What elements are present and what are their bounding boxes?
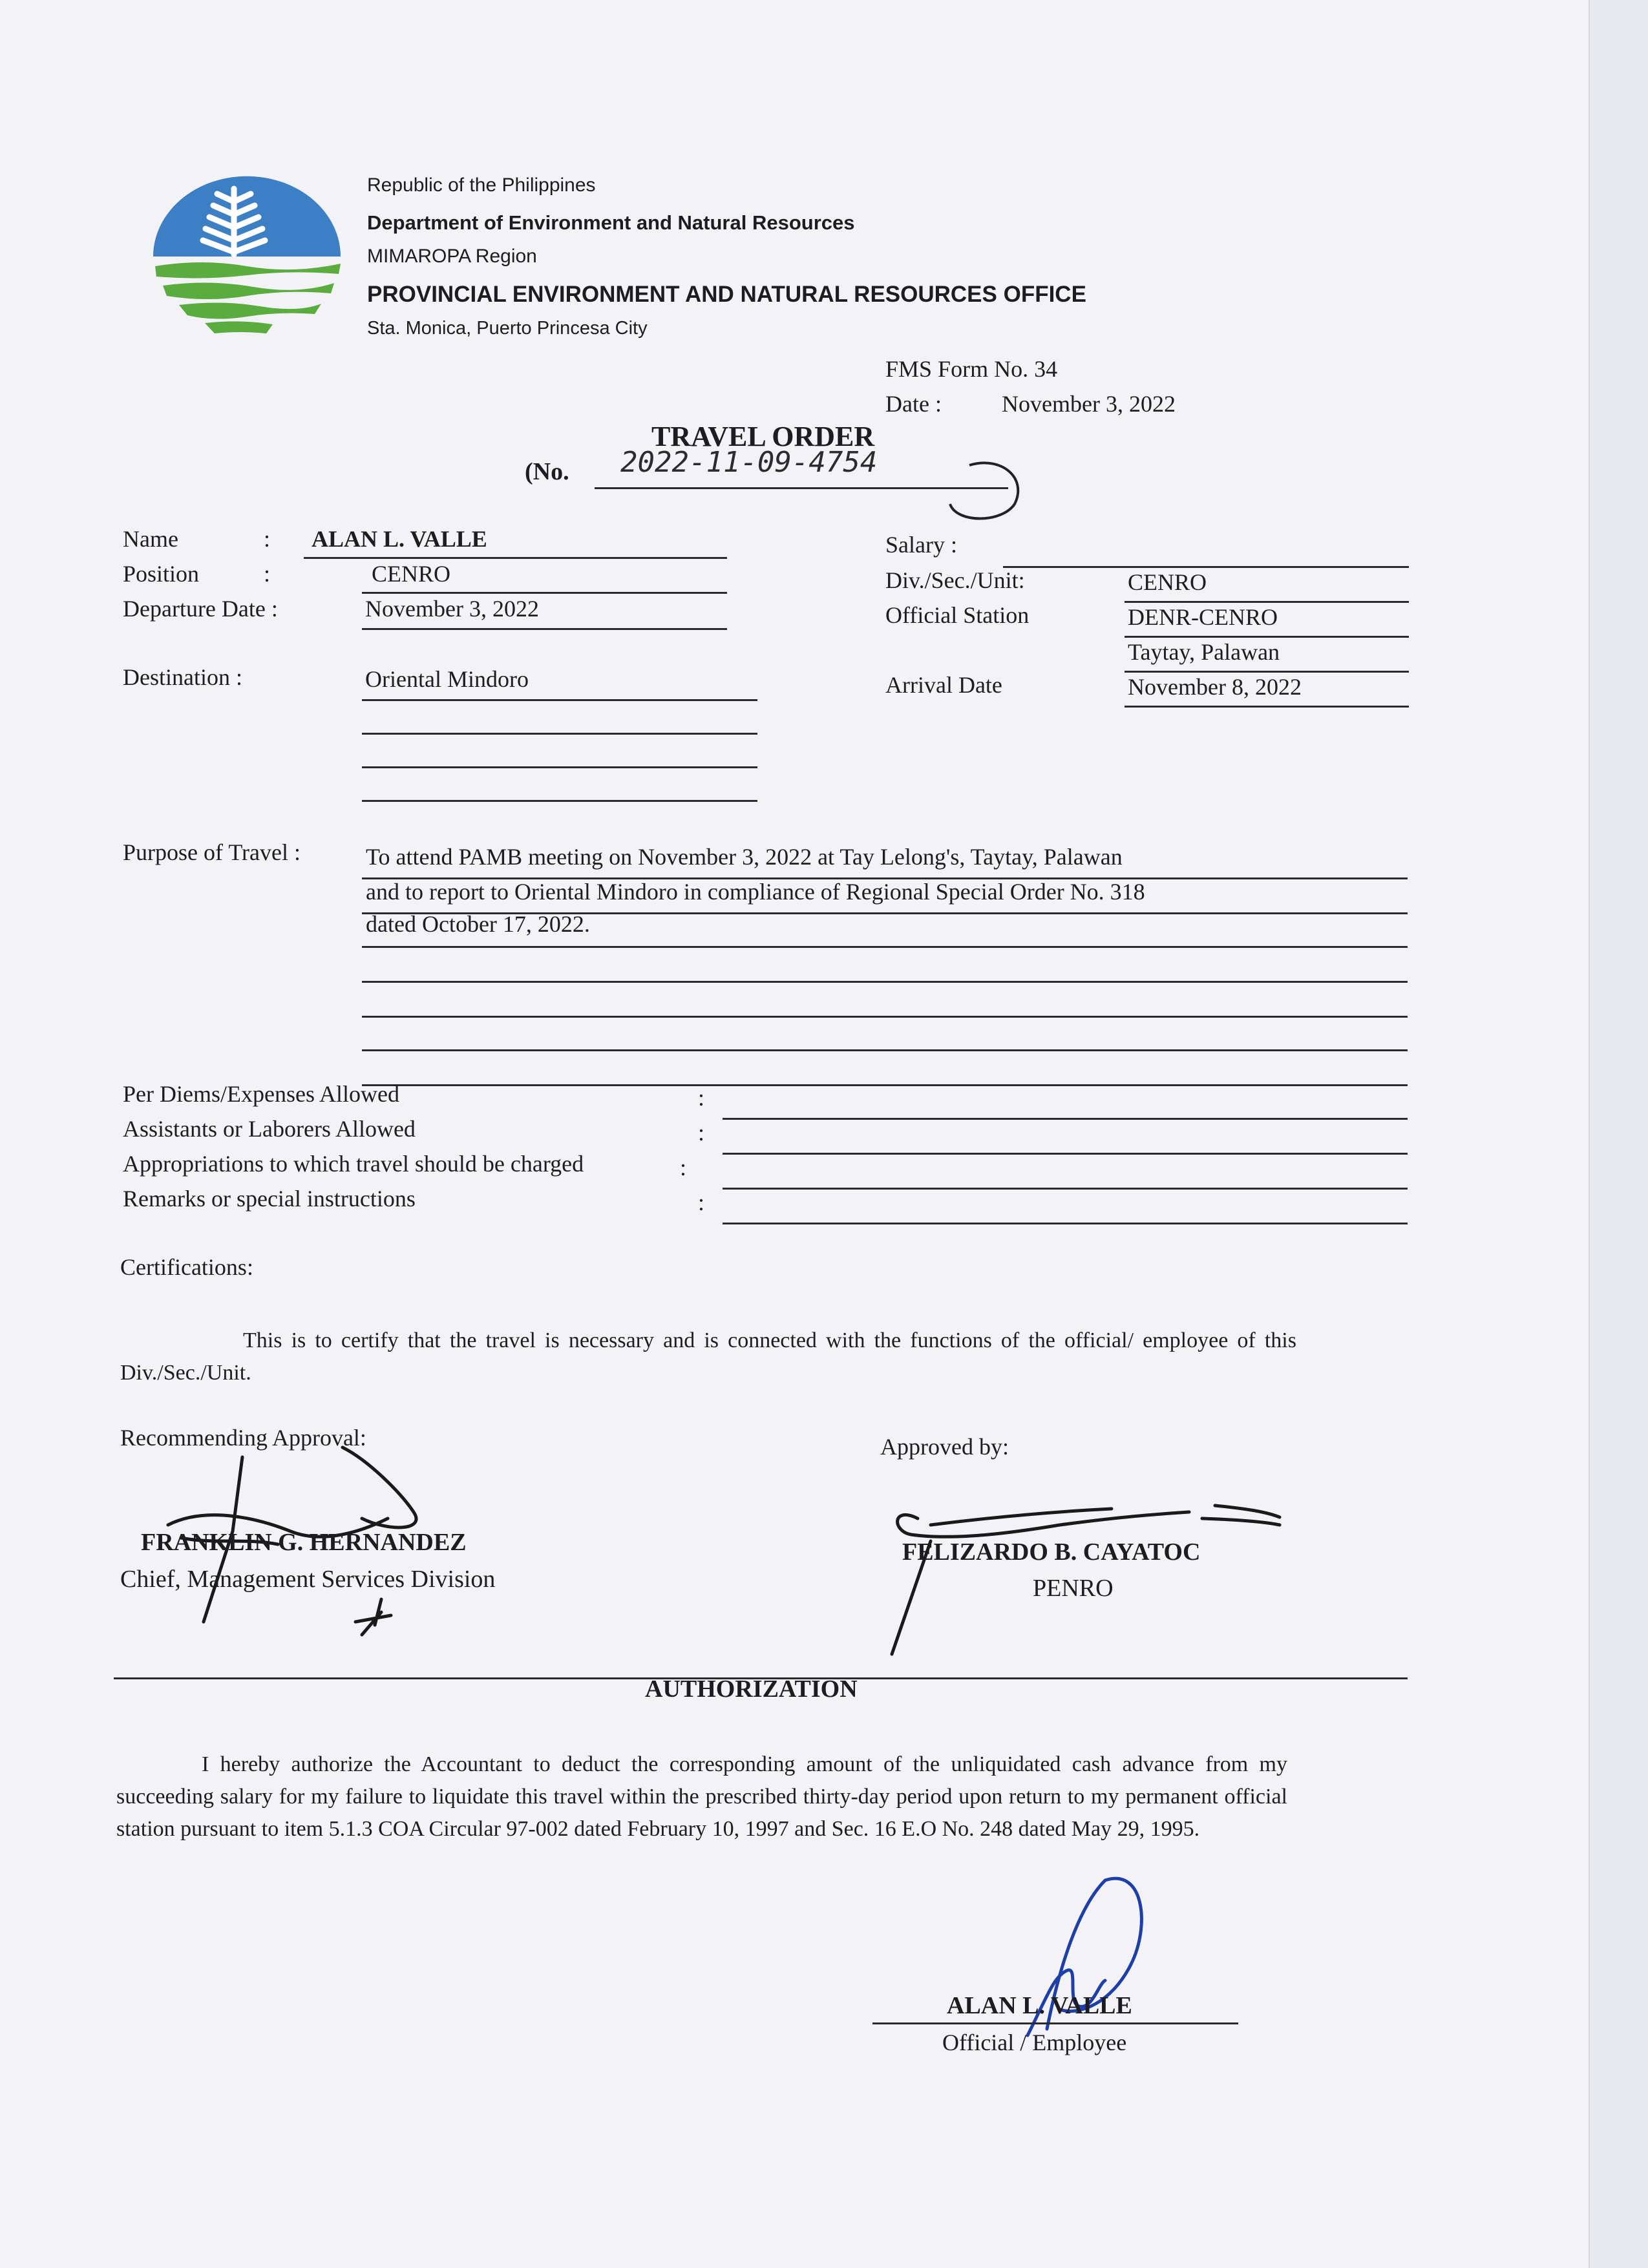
destination-line-4 — [362, 800, 757, 802]
name-value: ALAN L. VALLE — [312, 526, 487, 552]
approved-by-label: Approved by: — [880, 1434, 1009, 1460]
salary-label: Salary : — [885, 532, 957, 558]
denr-logo — [150, 176, 344, 341]
per-diems-line — [723, 1118, 1408, 1120]
purpose-line-2 — [362, 912, 1408, 914]
approved-title: PENRO — [1033, 1575, 1114, 1602]
position-line — [362, 592, 727, 594]
travel-order-no-label: (No. — [525, 458, 569, 485]
assistants-line — [723, 1153, 1408, 1155]
purpose-line-6 — [362, 1049, 1408, 1051]
official-station-line-2 — [1125, 671, 1409, 673]
departure-date-value: November 3, 2022 — [365, 596, 539, 622]
approved-name: FELIZARDO B. CAYATOC — [902, 1538, 1201, 1566]
appropriations-label: Appropriations to which travel should be charged — [123, 1151, 584, 1177]
arrival-date-label: Arrival Date — [885, 672, 1002, 698]
appropriations-colon: : — [680, 1155, 687, 1181]
document-title: TRAVEL ORDER — [651, 421, 875, 452]
recommending-approval-label: Recommending Approval: — [120, 1425, 366, 1451]
division-label: Div./Sec./Unit: — [885, 567, 1025, 593]
name-line — [304, 557, 727, 559]
name-label: Name — [123, 526, 178, 552]
purpose-line-text-3: dated October 17, 2022. — [366, 911, 590, 937]
header-department: Department of Environment and Natural Resources — [367, 211, 855, 234]
remarks-label: Remarks or special instructions — [123, 1186, 416, 1212]
remarks-line — [723, 1223, 1408, 1224]
destination-line-1 — [362, 699, 757, 701]
destination-line-2 — [362, 733, 757, 735]
purpose-line-1 — [362, 877, 1408, 879]
header-republic: Republic of the Philippines — [367, 174, 596, 196]
employee-title: Official / Employee — [942, 2030, 1127, 2055]
position-colon: : — [264, 561, 271, 587]
per-diems-label: Per Diems/Expenses Allowed — [123, 1081, 399, 1107]
authorization-text: I hereby authorize the Accountant to deduct the corresponding amount of the unliquidated cash advance from my succeeding salary for my failure to liquidate this travel within the prescribed thirty-day period upon return to my permanent official station pursuant to item 5.1.3 COA Circular 97-002 dated February 10, 1997 and Sec. 16 E.O No. 248 dated May 29, 1995. — [116, 1752, 1287, 1841]
purpose-line-4 — [362, 981, 1408, 983]
assistants-label: Assistants or Laborers Allowed — [123, 1116, 416, 1142]
signature-cayatoc — [853, 1480, 1305, 1667]
official-station-value-2: Taytay, Palawan — [1128, 639, 1280, 665]
division-value: CENRO — [1128, 569, 1207, 595]
salary-line — [1003, 566, 1409, 568]
date-value: November 3, 2022 — [1002, 391, 1176, 417]
name-colon: : — [264, 526, 271, 552]
assistants-colon: : — [698, 1120, 705, 1146]
remarks-colon: : — [698, 1190, 705, 1215]
page-edge — [1589, 0, 1648, 2268]
purpose-line-5 — [362, 1016, 1408, 1018]
purpose-line-7 — [362, 1084, 1408, 1086]
division-line — [1125, 601, 1409, 603]
destination-line-3 — [362, 766, 757, 768]
handwritten-circle — [931, 452, 1034, 530]
official-station-value-1: DENR-CENRO — [1128, 604, 1278, 630]
authorization-heading: AUTHORIZATION — [645, 1675, 858, 1703]
recommending-title: Chief, Management Services Division — [120, 1566, 496, 1593]
certifications-heading: Certifications: — [120, 1254, 253, 1280]
appropriations-line — [723, 1188, 1408, 1190]
travel-order-no-value: 2022-11-09-4754 — [620, 446, 878, 479]
destination-label: Destination : — [123, 664, 242, 690]
header-office: PROVINCIAL ENVIRONMENT AND NATURAL RESOURCES OFFICE — [367, 282, 1086, 307]
destination-value: Oriental Mindoro — [365, 666, 529, 692]
per-diems-colon: : — [698, 1085, 705, 1111]
purpose-line-text-2: and to report to Oriental Mindoro in compliance of Regional Special Order No. 318 — [366, 879, 1145, 905]
position-label: Position — [123, 561, 200, 587]
purpose-label: Purpose of Travel : — [123, 839, 301, 865]
header-address: Sta. Monica, Puerto Princesa City — [367, 318, 648, 339]
header-region: MIMAROPA Region — [367, 246, 537, 267]
employee-signature-line — [872, 2022, 1238, 2024]
arrival-date-value: November 8, 2022 — [1128, 674, 1302, 700]
purpose-line-text-1: To attend PAMB meeting on November 3, 2022 at Tay Lelong's, Taytay, Palawan — [366, 844, 1123, 870]
signature-valle — [950, 1867, 1163, 2055]
official-station-line-1 — [1125, 636, 1409, 638]
arrival-date-line — [1125, 706, 1409, 708]
position-value: CENRO — [372, 561, 451, 587]
departure-date-line — [362, 628, 727, 630]
departure-date-label: Departure Date : — [123, 596, 278, 622]
certification-text: This is to certify that the travel is necessary and is connected with the functions of the official/ employee of this Div./Sec./Unit. — [120, 1328, 1296, 1385]
employee-name: ALAN L. VALLE — [947, 1992, 1132, 2019]
purpose-line-3 — [362, 946, 1408, 948]
form-number: FMS Form No. 34 — [885, 356, 1058, 382]
date-label: Date : — [885, 391, 942, 417]
recommending-name: FRANKLIN G. HERNANDEZ — [141, 1529, 467, 1556]
official-station-label: Official Station — [885, 602, 1030, 628]
